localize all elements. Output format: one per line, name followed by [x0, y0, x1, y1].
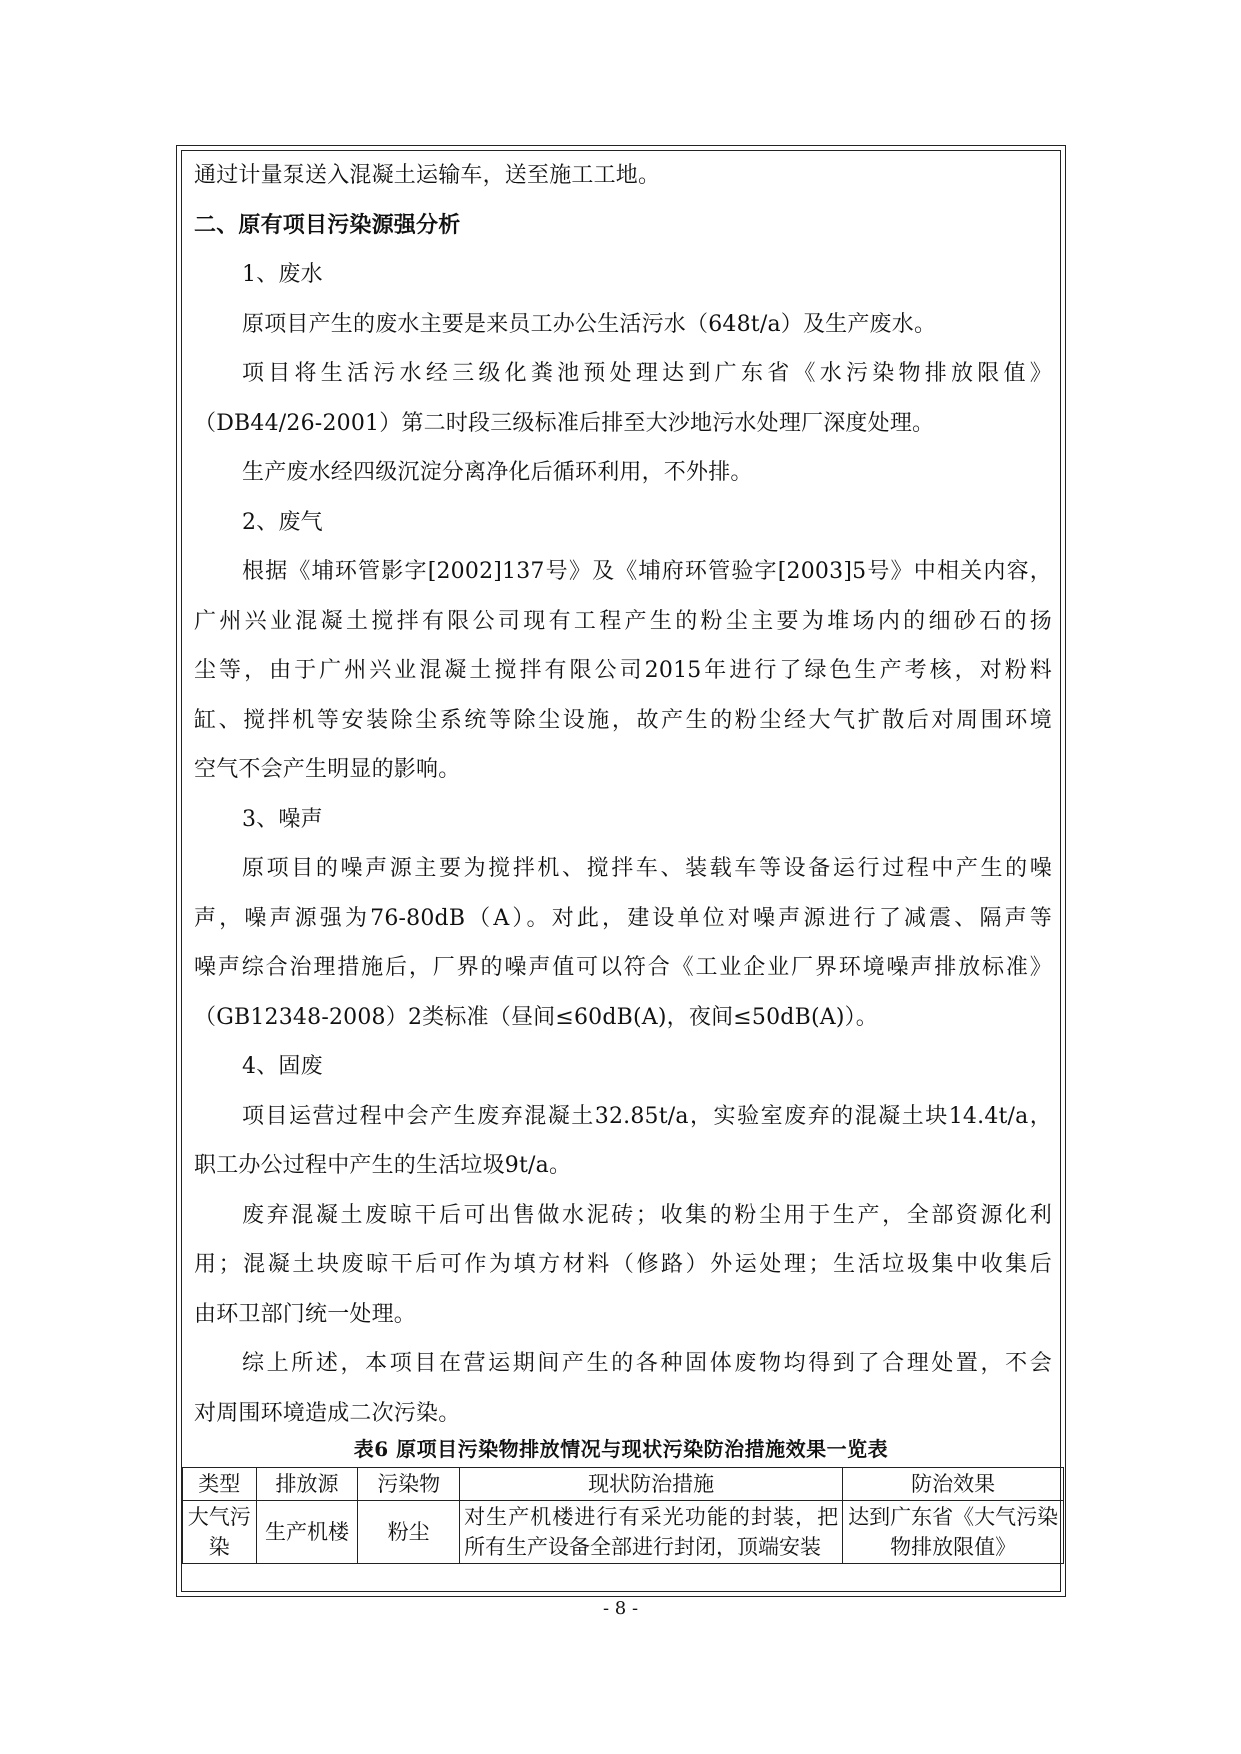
subsection-heading-noise: 3、噪声: [242, 806, 323, 832]
section-heading: 二、原有项目污染源强分析: [194, 211, 461, 238]
subsection-heading-exhaust: 2、废气: [242, 509, 323, 535]
text-line: 空气不会产生明显的影响。: [194, 757, 461, 782]
text-line: 职工办公过程中产生的生活垃圾9t/a。: [194, 1153, 572, 1178]
page-number: - 8 -: [602, 1598, 639, 1619]
header-source: 排放源: [256, 1468, 358, 1501]
text-line: （GB12348-2008）2类标准（昼间≤60dB(A)，夜间≤50dB(A)）。: [194, 1004, 879, 1030]
text-line: 项目运营过程中会产生废弃混凝土32.85t/a，实验室废弃的混凝土块14.4t/a，: [242, 1103, 1052, 1129]
content-border: [181, 150, 1061, 1592]
cell-pollutant: 粉尘: [358, 1501, 460, 1564]
header-measure: 现状防治措施: [460, 1468, 843, 1501]
text-line: 对周围环境造成二次污染。: [194, 1400, 461, 1426]
cell-source: 生产机楼: [256, 1501, 358, 1564]
cell-measure: 对生产机楼进行有采光功能的封装，把所有生产设备全部进行封闭，顶端安装: [460, 1501, 843, 1564]
cell-effect: 达到广东省《大气污染物排放限值》: [843, 1501, 1064, 1564]
text-line: 生产废水经四级沉淀分离净化后循环利用，不外排。: [242, 460, 753, 485]
text-line: 废弃混凝土废晾干后可出售做水泥砖；收集的粉尘用于生产，全部资源化利: [242, 1202, 1052, 1228]
subsection-heading-wastewater: 1、废水: [242, 262, 323, 287]
header-effect: 防治效果: [843, 1468, 1064, 1501]
pollution-table: [182, 1467, 1064, 1564]
text-line: 通过计量泵送入混凝土运输车，送至施工工地。: [194, 163, 661, 188]
text-line: 噪声综合治理措施后，厂界的噪声值可以符合《工业企业厂界环境噪声排放标准》: [194, 955, 1052, 980]
page-frame: [176, 145, 1066, 1597]
text-line: 用；混凝土块废晾干后可作为填方材料（修路）外运处理；生活垃圾集中收集后: [194, 1252, 1052, 1277]
text-line: 原项目产生的废水主要是来员工办公生活污水（648t/a）及生产废水。: [242, 311, 937, 337]
table-header-row: [183, 1468, 1064, 1501]
subsection-heading-solid-waste: 4、固废: [242, 1054, 323, 1079]
cell-type: 大气污染: [183, 1501, 257, 1564]
text-line: （DB44/26-2001）第二时段三级标准后排至大沙地污水处理厂深度处理。: [194, 410, 935, 436]
text-line: 原项目的噪声源主要为搅拌机、搅拌车、装载车等设备运行过程中产生的噪: [242, 856, 1052, 881]
text-line: 由环卫部门统一处理。: [194, 1301, 417, 1327]
text-line: 综上所述，本项目在营运期间产生的各种固体废物均得到了合理处置，不会: [242, 1351, 1052, 1376]
table-caption: 表6 原项目污染物排放情况与现状污染防治措施效果一览表: [353, 1437, 889, 1461]
header-type: 类型: [183, 1468, 257, 1501]
text-line: 广州兴业混凝土搅拌有限公司现有工程产生的粉尘主要为堆场内的细砂石的扬: [194, 608, 1052, 634]
text-line: 尘等，由于广州兴业混凝土搅拌有限公司2015年进行了绿色生产考核，对粉料: [194, 658, 1052, 683]
text-line: 声，噪声源强为76-80dB（A）。对此，建设单位对噪声源进行了减震、隔声等: [194, 905, 1052, 931]
text-line: 缸、搅拌机等安装除尘系统等除尘设施，故产生的粉尘经大气扩散后对周围环境: [194, 707, 1052, 733]
header-pollutant: 污染物: [358, 1468, 460, 1501]
table-row: [183, 1501, 1064, 1564]
text-line: 项目将生活污水经三级化粪池预处理达到广东省《水污染物排放限值》: [242, 361, 1052, 386]
text-line: 根据《埔环管影字[2002]137号》及《埔府环管验字[2003]5号》中相关内容，: [242, 559, 1052, 584]
body-text: [194, 151, 1052, 1438]
